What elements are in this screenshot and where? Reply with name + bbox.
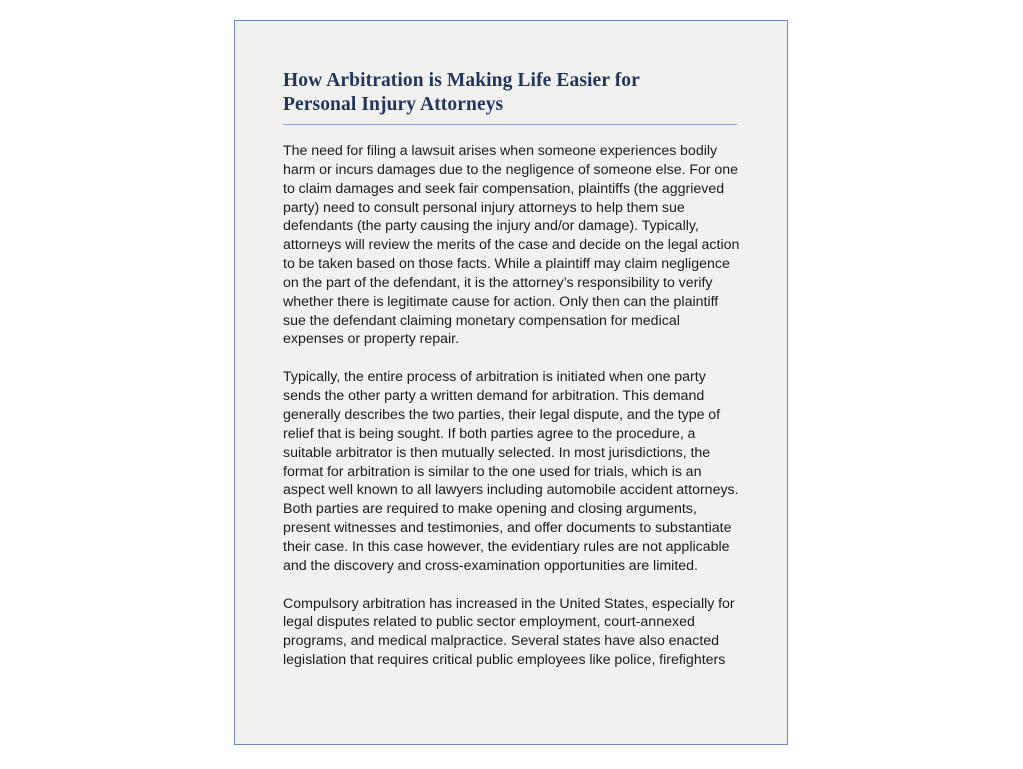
page-title <box>283 69 741 116</box>
page-title-line-1: How Arbitration is Making Life Easier for <box>283 70 640 91</box>
title-divider <box>283 124 737 125</box>
page-title-line-2: Personal Injury Attorneys <box>283 93 504 115</box>
document-page <box>234 20 788 745</box>
paragraph: The need for filing a lawsuit arises when someone experiences bodily harm or incurs damages due to the negligence of someone else. For one to claim damages and seek fair compensation, plaintiffs (the aggrieved party) need to consult personal injury attorneys to help them sue defendants (the party causing the injury and/or damage). Typically, attorneys will review the merits of the case and decide on the legal action to be taken based on those facts. While a plaintiff may claim negligence on the part of the defendant, it is the attorney’s responsibility to verify whether there is legitimate cause for action. Only then can the plaintiff sue the defendant claiming monetary compensation for medical expenses or property repair. <box>283 143 740 348</box>
body-text <box>283 142 741 670</box>
page-content <box>283 69 741 670</box>
paragraph: Compulsory arbitration has increased in the United States, especially for legal disputes related to public sector employment, court-annexed programs, and medical malpractice. Several states have also enacted legislation that requires critical public employees like police, firefighters <box>283 595 735 669</box>
paragraph: Typically, the entire process of arbitration is initiated when one party sends the other party a written demand for arbitration. This demand generally describes the two parties, their legal dispute, and the type of relief that is being sought. If both parties agree to the procedure, a suitable arbitrator is then mutually selected. In most jurisdictions, the format for arbitration is similar to the one used for trials, which is an aspect well known to all lawyers including automobile accident attorneys. Both parties are required to make opening and closing arguments, present witnesses and testimonies, and offer documents to substantiate their case. In this case however, the evidentiary rules are not applicable and the discovery and cross-examination opportunities are limited. <box>283 369 739 574</box>
